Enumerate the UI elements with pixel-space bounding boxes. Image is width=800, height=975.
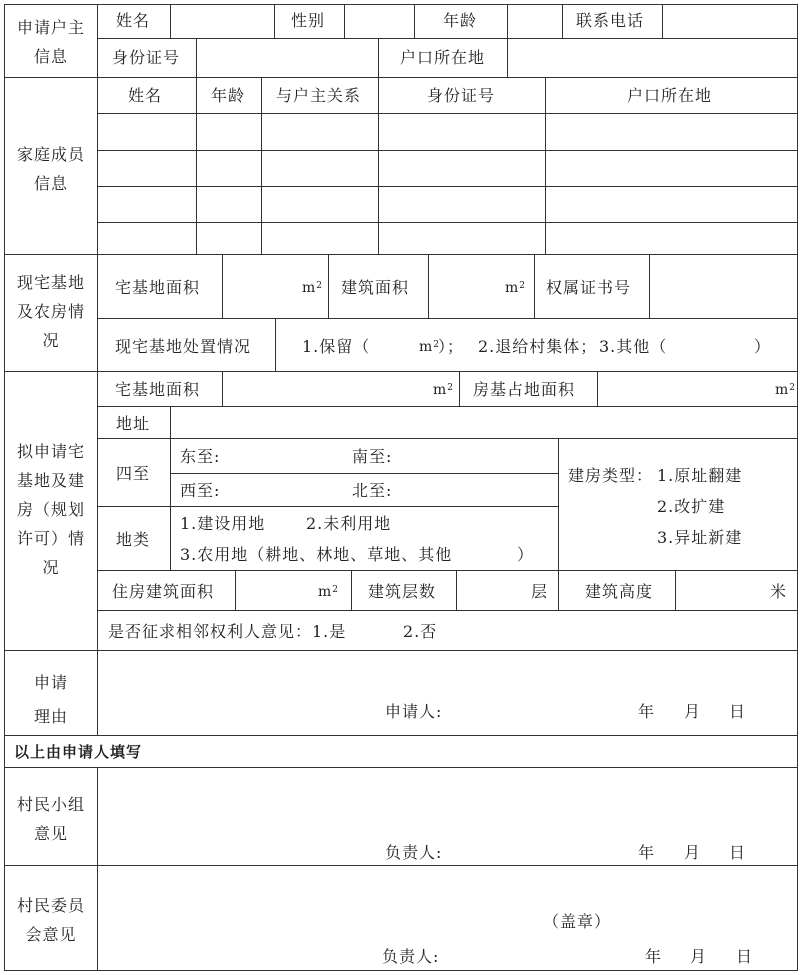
family-section-label: 家庭成员信息 (16, 145, 85, 193)
family-col-age: 年龄 (211, 86, 246, 105)
reason-field[interactable] (99, 652, 795, 700)
disposal-option-other-end: ） (754, 337, 772, 356)
housing-area-label: 住房建筑面积 (112, 582, 215, 601)
disposal-label: 现宅基地处置情况 (115, 337, 252, 356)
grid-line (222, 371, 223, 406)
grid-line (534, 254, 535, 318)
id-number-field[interactable] (198, 40, 376, 75)
grid-line (4, 767, 798, 768)
applicant-signature-label: 申请人: (385, 702, 443, 721)
grid-line (170, 406, 171, 570)
neighbor-opinion-yes[interactable]: 是否征求相邻权利人意见：1.是 (108, 622, 347, 641)
west-label: 西至: (180, 481, 221, 500)
applicant-section-label: 申请户主信息 (16, 18, 85, 66)
address-label: 地址 (116, 414, 151, 433)
grid-line (675, 570, 676, 610)
height-label: 建筑高度 (585, 582, 654, 601)
gender-label: 性别 (291, 11, 326, 30)
build-type-option-rebuild[interactable]: 1.原址翻建 (657, 466, 743, 485)
current-land-area-label: 宅基地面积 (115, 278, 201, 297)
grid-line (414, 4, 415, 38)
family-col-relation: 与户主关系 (276, 86, 362, 105)
south-label: 南至: (352, 447, 393, 466)
height-unit: 米 (770, 582, 788, 601)
group-responsible-label: 负责人: (385, 843, 443, 862)
grid-line (4, 735, 798, 736)
phone-label: 联系电话 (576, 11, 645, 30)
grid-line (597, 371, 598, 406)
current-land-area-unit: $m^2$ (302, 280, 324, 296)
grid-line (4, 650, 798, 651)
grid-line (97, 113, 798, 114)
land-type-label: 地类 (116, 530, 151, 549)
floors-unit: 层 (531, 582, 549, 601)
grid-line (351, 570, 352, 610)
build-type-option-relocate[interactable]: 3.异址新建 (657, 528, 743, 547)
disposal-option-other[interactable]: 3.其他（ (599, 337, 668, 356)
neighbor-opinion-no[interactable]: 2.否 (403, 622, 438, 641)
east-label: 东至: (180, 447, 221, 466)
name-label: 姓名 (116, 11, 151, 30)
grid-line (97, 222, 798, 223)
phone-field[interactable] (664, 6, 795, 36)
grid-line (545, 77, 546, 254)
grid-line (558, 570, 559, 610)
floors-label: 建筑层数 (368, 582, 437, 601)
family-col-id: 身份证号 (427, 86, 496, 105)
cert-no-label: 权属证书号 (546, 278, 632, 297)
address-field[interactable] (172, 408, 795, 436)
grid-line (97, 438, 798, 439)
grid-line (97, 186, 798, 187)
residence-field[interactable] (509, 40, 795, 75)
reason-day: 日 (729, 702, 747, 721)
grid-line (649, 254, 650, 318)
id-number-label: 身份证号 (112, 48, 181, 67)
gender-field[interactable] (346, 6, 412, 36)
group-section-label: 村民小组意见 (16, 795, 85, 843)
grid-line (4, 4, 5, 971)
disposal-option-keep-unit: $m^2$ (419, 339, 441, 355)
grid-line (170, 4, 171, 38)
grid-line (97, 318, 798, 319)
grid-line (170, 473, 558, 474)
grid-line (507, 38, 508, 77)
grid-line (97, 767, 98, 971)
grid-line (97, 4, 98, 735)
group-opinion-field[interactable] (99, 769, 795, 839)
build-type-label: 建房类型： (568, 466, 654, 485)
committee-opinion-field[interactable] (99, 867, 795, 907)
grid-line (558, 438, 559, 570)
proposed-land-area-unit: $m^2$ (433, 382, 455, 398)
family-col-name: 姓名 (128, 86, 163, 105)
seal-label: （盖章） (543, 912, 612, 931)
footprint-label: 房基占地面积 (473, 380, 576, 399)
name-field[interactable] (172, 6, 272, 36)
grid-line (4, 371, 798, 372)
grid-line (275, 318, 276, 371)
build-type-option-extend[interactable]: 2.改扩建 (657, 497, 726, 516)
grid-line (235, 570, 236, 610)
grid-line (4, 970, 798, 971)
grid-line (562, 4, 563, 38)
housing-area-unit: $m^2$ (318, 584, 340, 600)
grid-line (797, 4, 798, 971)
grid-line (97, 506, 558, 507)
grid-line (97, 150, 798, 151)
grid-line (196, 77, 197, 254)
land-type-option-agricultural[interactable]: 3.农用地（耕地、林地、草地、其他 (180, 545, 453, 564)
grid-line (378, 77, 379, 254)
age-field[interactable] (509, 6, 560, 36)
grid-line (4, 254, 798, 255)
committee-section-label: 村民委员会意见 (16, 896, 85, 944)
reason-month: 月 (684, 702, 702, 721)
proposed-land-area-label: 宅基地面积 (115, 380, 201, 399)
group-month: 月 (684, 843, 702, 862)
group-year: 年 (638, 843, 656, 862)
reason-year: 年 (638, 702, 656, 721)
grid-line (428, 254, 429, 318)
grid-line (378, 38, 379, 77)
grid-line (196, 38, 197, 77)
group-day: 日 (729, 843, 747, 862)
disposal-option-keep-end: ）； (438, 337, 465, 356)
grid-line (328, 254, 329, 318)
land-type-option-unused[interactable]: 2.未利用地 (306, 514, 392, 533)
grid-line (97, 406, 798, 407)
grid-line (222, 254, 223, 318)
grid-line (344, 4, 345, 38)
applicant-fill-note: 以上由申请人填写 (14, 743, 143, 761)
boundaries-label: 四至 (116, 464, 151, 483)
committee-responsible-label: 负责人: (382, 947, 440, 966)
committee-year: 年 (645, 947, 663, 966)
grid-line (662, 4, 663, 38)
grid-line (97, 610, 798, 611)
reason-section-label: 申请理由 (34, 673, 69, 726)
grid-line (261, 77, 262, 254)
land-type-option-agricultural-end: ） (517, 545, 535, 564)
proposed-section-label: 拟申请宅基地及建房（规划许可）情况 (16, 442, 85, 577)
grid-line (4, 77, 798, 78)
committee-day: 日 (736, 947, 754, 966)
residence-label: 户口所在地 (400, 48, 486, 67)
age-label: 年龄 (443, 11, 478, 30)
grid-line (4, 4, 798, 5)
grid-line (274, 4, 275, 38)
grid-line (459, 371, 460, 406)
grid-line (4, 865, 798, 866)
grid-line (97, 38, 798, 39)
current-building-area-label: 建筑面积 (341, 278, 410, 297)
north-label: 北至: (352, 481, 393, 500)
committee-month: 月 (690, 947, 708, 966)
footprint-unit: $m^2$ (775, 382, 797, 398)
grid-line (507, 4, 508, 38)
disposal-option-return[interactable]: 2.退给村集体； (478, 337, 598, 356)
land-type-option-construction[interactable]: 1.建设用地 (180, 514, 266, 533)
current-building-area-unit: $m^2$ (505, 280, 527, 296)
disposal-option-keep[interactable]: 1.保留（ (302, 337, 371, 356)
grid-line (97, 570, 798, 571)
cert-no-field[interactable] (651, 256, 795, 316)
grid-line (456, 570, 457, 610)
current-section-label: 现宅基地及农房情况 (16, 273, 85, 350)
family-col-residence: 户口所在地 (627, 86, 713, 105)
